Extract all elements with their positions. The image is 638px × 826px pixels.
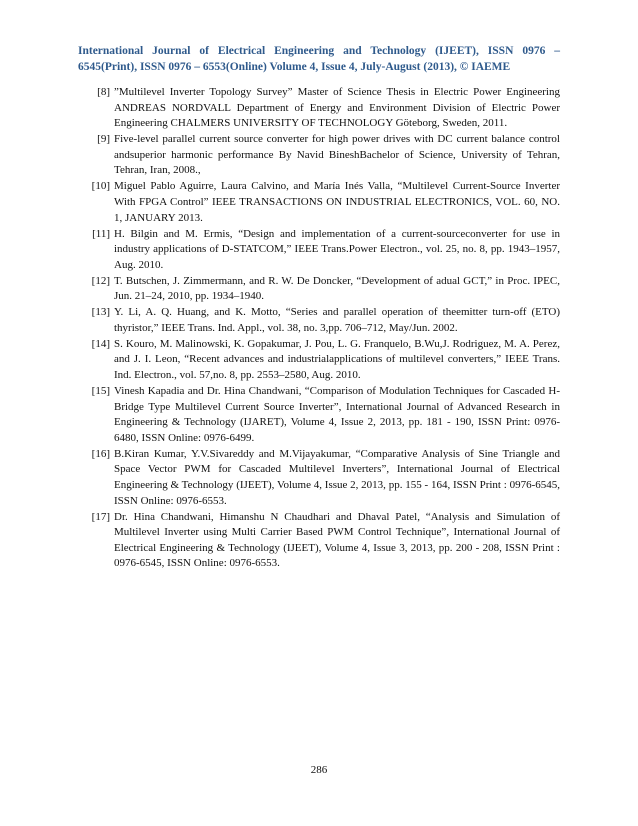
journal-header: International Journal of Electrical Engineering and Technology (IJEET), ISSN 0976 – 6545(Print), ISSN 0976 – 6553(Online) Volume 4, Issue 4, July-August (2013), © IAEME bbox=[78, 45, 560, 73]
reference-text: ”Multilevel Inverter Topology Survey” Master of Science Thesis in Electric Power Engineering ANDREAS NORDVALL Department of Energy and Environment Division of Electric Power Engineering CHALMERS UNIVERSITY OF TECHNOLOGY Göteborg, Sweden, 2011. bbox=[114, 86, 560, 130]
reference-item bbox=[78, 274, 560, 305]
reference-item bbox=[78, 85, 560, 132]
reference-number: [16] bbox=[91, 447, 110, 460]
reference-number: [17] bbox=[91, 510, 110, 523]
reference-text: Miguel Pablo Aguirre, Laura Calvino, and María Inés Valla, “Multilevel Current-Source Inverter With FPGA Control” IEEE TRANSACTIONS ON INDUSTRIAL ELECTRONICS, VOL. 60, NO. 1, JANUARY 2013. bbox=[114, 180, 560, 224]
reference-item bbox=[78, 337, 560, 384]
reference-number: [11] bbox=[92, 227, 110, 240]
reference-text: Five-level parallel current source converter for high power drives with DC current balance control andsuperior harmonic performance By Navid BineshBachelor of Science, University of Tehran, Tehran, Iran, 2008., bbox=[114, 133, 560, 177]
page-number: 286 bbox=[310, 764, 328, 776]
reference-item bbox=[78, 447, 560, 509]
reference-item bbox=[78, 179, 560, 226]
reference-number: [10] bbox=[91, 180, 110, 193]
reference-number: [15] bbox=[91, 385, 110, 398]
reference-text: Dr. Hina Chandwani, Himanshu N Chaudhari and Dhaval Patel, “Analysis and Simulation of Multilevel Inverter using Multi Carrier Based PWM Control Technique”, International Journal of Electrical Engineering & Technology (IJEET), Volume 4, Issue 3, 2013, pp. 200 - 208, ISSN Print : 0976-6545, ISSN Online: 0976-6553. bbox=[114, 510, 560, 570]
reference-text: B.Kiran Kumar, Y.V.Sivareddy and M.Vijayakumar, “Comparative Analysis of Sine Triangle and Space Vector PWM for Cascaded Multilevel Inverters”, International Journal of Electrical Engineering & Technology (IJEET), Volume 4, Issue 2, 2013, pp. 155 - 164, ISSN Print : 0976-6545, ISSN Online: 0976-6553. bbox=[114, 447, 560, 507]
reference-text: S. Kouro, M. Malinowski, K. Gopakumar, J. Pou, L. G. Franquelo, B.Wu,J. Rodriguez, M. A. Perez, and J. I. Leon, “Recent advances and industrialapplications of multilevel converters,” IEEE Trans. Ind. Electron., vol. 57,no. 8, pp. 2553–2580, Aug. 2010. bbox=[114, 337, 560, 382]
reference-text: T. Butschen, J. Zimmermann, and R. W. De Doncker, “Development of adual GCT,” in Proc. IPEC, Jun. 21–24, 2010, pp. 1934–1940. bbox=[114, 274, 560, 303]
reference-number: [14] bbox=[91, 337, 110, 350]
reference-number: [12] bbox=[91, 274, 110, 287]
reference-item bbox=[78, 510, 560, 572]
reference-text: H. Bilgin and M. Ermis, “Design and implementation of a current-sourceconverter for use in industry applications of D-STATCOM,” IEEE Trans.Power Electron., vol. 25, no. 8, pp. 1943–1957, Aug. 2010. bbox=[114, 227, 560, 271]
reference-item bbox=[78, 132, 560, 179]
reference-item bbox=[78, 227, 560, 274]
reference-list bbox=[78, 85, 560, 572]
reference-number: [13] bbox=[91, 306, 110, 319]
reference-number: [9] bbox=[97, 133, 110, 146]
reference-number: [8] bbox=[97, 86, 110, 98]
reference-text: Vinesh Kapadia and Dr. Hina Chandwani, “Comparison of Modulation Techniques for Cascaded H-Bridge Type Multilevel Current Source Inverter”, International Journal of Advanced Research in Engineering & Technology (IJARET), Volume 4, Issue 2, 2013, pp. 181 - 190, ISSN Print: 0976-6480, ISSN Online: 0976-6499. bbox=[114, 385, 560, 444]
reference-item bbox=[78, 305, 560, 336]
reference-item bbox=[78, 384, 560, 446]
reference-text: Y. Li, A. Q. Huang, and K. Motto, “Series and parallel operation of theemitter turn-off (ETO) thyristor,” IEEE Trans. Ind. Appl., vol. 38, no. 3,pp. 706–712, May/Jun. 2002. bbox=[114, 306, 560, 334]
